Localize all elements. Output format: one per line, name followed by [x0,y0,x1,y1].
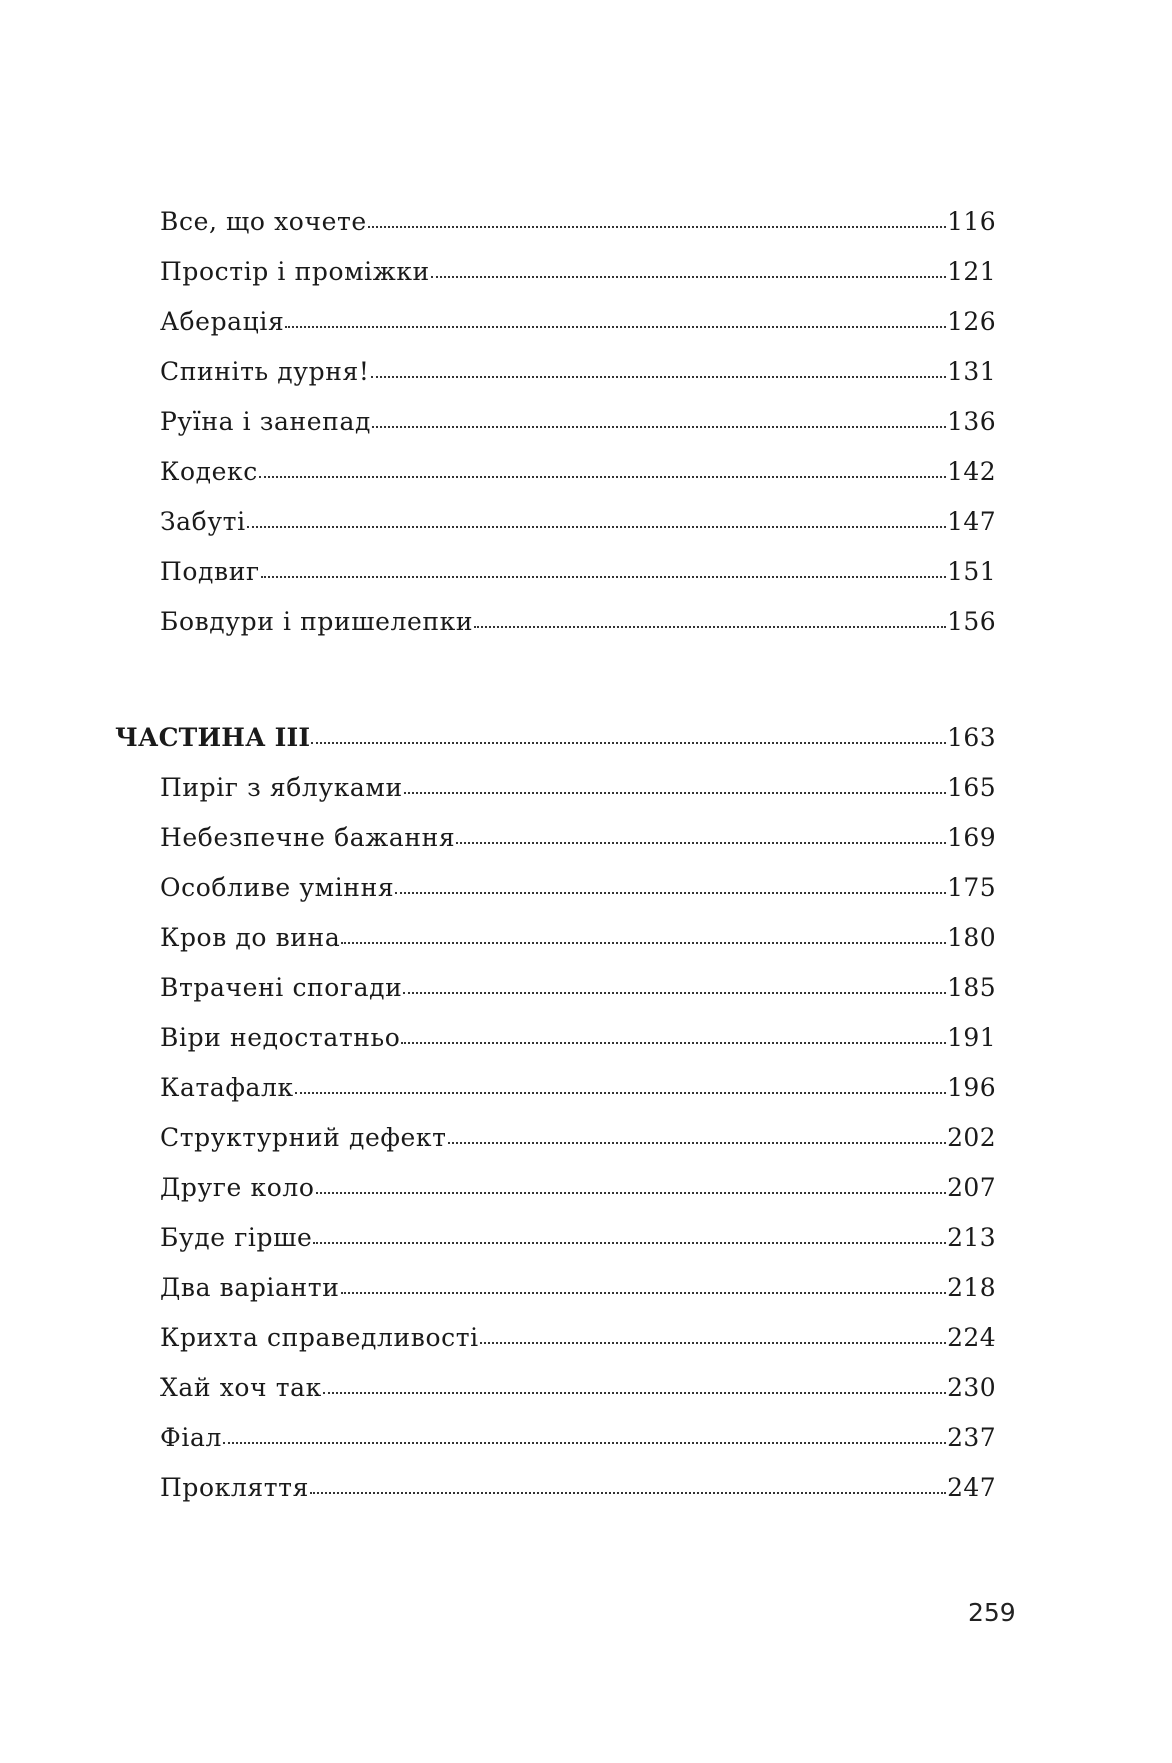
toc-entry [160,352,996,392]
dot-leader [372,426,946,428]
toc-entry [160,602,996,642]
toc-entry-title: Структурний дефект [160,1123,447,1152]
dot-leader [316,1192,947,1194]
toc-entry-page: 156 [947,607,996,636]
part-title: ЧАСТИНА III [115,723,311,752]
toc-entry-page: 202 [947,1123,996,1152]
toc-entry [160,1268,996,1308]
toc-entry [160,202,996,242]
toc-entry-title: Подвиг [160,557,260,586]
dot-leader [448,1142,946,1144]
toc-entry-title: Буде гірше [160,1223,313,1252]
toc-entry-title: Хай хоч так [160,1373,322,1402]
dot-leader [371,376,947,378]
dot-leader [295,1092,946,1094]
dot-leader [259,476,946,478]
toc-entry-title: Фіал [160,1423,222,1452]
dot-leader [403,992,946,994]
toc-entry-title: Особливе уміння [160,873,395,902]
toc-entry-page: 224 [947,1323,996,1352]
toc-entry [160,868,996,908]
toc-entry [160,302,996,342]
toc-entry-title: Аберація [160,307,285,336]
toc-entry [160,1218,996,1258]
dot-leader [310,1492,946,1494]
toc-entry-page: 169 [947,823,996,852]
toc-entry-title: Простір і проміжки [160,257,430,286]
toc-entry [160,1018,996,1058]
toc-entry [160,1418,996,1458]
toc-entry-page: 191 [947,1023,996,1052]
toc-entry [160,918,996,958]
toc-entry-page: 175 [947,873,996,902]
dot-leader [247,526,946,528]
toc-entry-title: Спиніть дурня! [160,357,370,386]
dot-leader [368,226,946,228]
dot-leader [431,276,946,278]
toc-entry-page: 247 [947,1473,996,1502]
part-page: 163 [947,723,996,752]
dot-leader [456,842,946,844]
toc-entry [160,968,996,1008]
toc-entry-title: Катафалк [160,1073,294,1102]
toc-entry-title: Все, що хочете [160,207,367,236]
toc-entry-title: Забуті [160,507,246,536]
dot-leader [311,742,946,744]
toc-entry [160,452,996,492]
toc-entry-page: 207 [947,1173,996,1202]
toc-entry [160,1468,996,1508]
dot-leader [323,1392,946,1394]
toc-entry-title: Крихта справедливості [160,1323,479,1352]
toc-entry [160,818,996,858]
toc-part-heading [115,718,996,758]
toc-entry-title: Два варіанти [160,1273,340,1302]
toc-entry [160,768,996,808]
toc-entry-page: 142 [947,457,996,486]
dot-leader [474,626,946,628]
toc-entry-title: Руїна і занепад [160,407,371,436]
toc-entry-title: Кров до вина [160,923,341,952]
toc-entry [160,1318,996,1358]
toc-entry [160,1368,996,1408]
dot-leader [395,892,946,894]
toc-entry-title: Віри недостатньо [160,1023,401,1052]
toc-entry-page: 131 [947,357,996,386]
dot-leader [401,1042,946,1044]
toc-entry [160,1168,996,1208]
toc-entry-title: Пиріг з яблуками [160,773,403,802]
dot-leader [341,942,946,944]
dot-leader [480,1342,946,1344]
toc-entry [160,552,996,592]
toc-entry-title: Втрачені спогади [160,973,403,1002]
toc-entry-page: 165 [947,773,996,802]
toc-entry-page: 116 [947,207,996,236]
toc-entry [160,402,996,442]
page-number: 259 [968,1598,1016,1627]
toc-entry-title: Кодекс [160,457,258,486]
toc-entry-page: 136 [947,407,996,436]
toc-entry-page: 126 [947,307,996,336]
toc-entry-title: Друге коло [160,1173,315,1202]
dot-leader [341,1292,947,1294]
toc-entry-page: 147 [947,507,996,536]
toc-entry [160,1118,996,1158]
toc-entry-page: 180 [947,923,996,952]
dot-leader [404,792,946,794]
toc-entry [160,502,996,542]
dot-leader [223,1442,946,1444]
toc-entry-page: 230 [947,1373,996,1402]
toc-entry-page: 151 [947,557,996,586]
toc-entry-page: 196 [947,1073,996,1102]
dot-leader [261,576,946,578]
toc-entry-page: 237 [947,1423,996,1452]
toc-entry-page: 218 [947,1273,996,1302]
toc-entry-page: 185 [947,973,996,1002]
toc-entry [160,1068,996,1108]
dot-leader [313,1242,946,1244]
toc-entry-title: Прокляття [160,1473,309,1502]
toc-entry-page: 121 [947,257,996,286]
toc-entry-title: Небезпечне бажання [160,823,456,852]
toc-entry [160,252,996,292]
dot-leader [285,326,946,328]
toc-entry-page: 213 [947,1223,996,1252]
toc-entry-title: Бовдури і пришелепки [160,607,474,636]
